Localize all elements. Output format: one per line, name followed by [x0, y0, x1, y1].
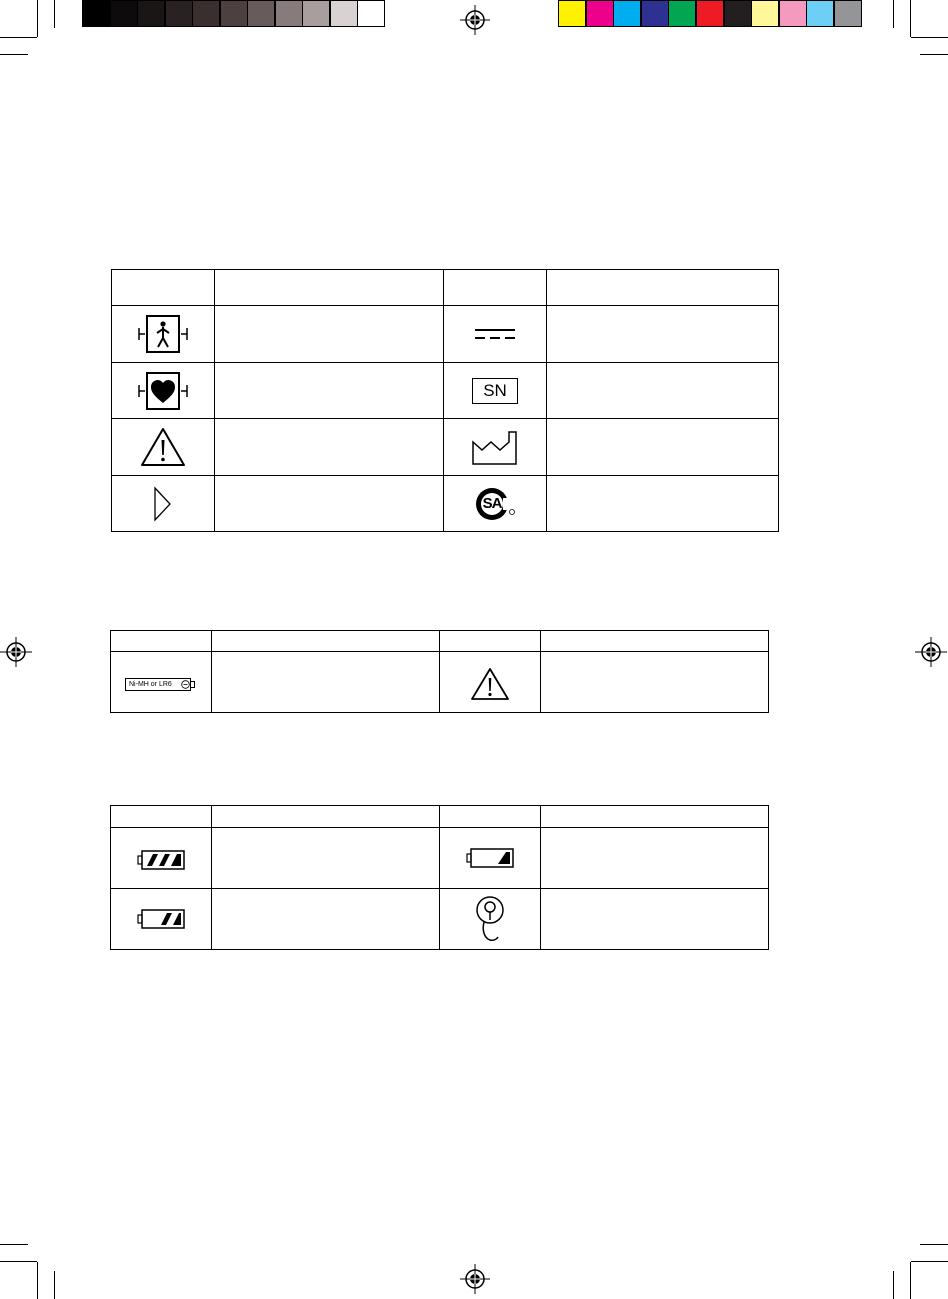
header-cell: [111, 806, 212, 828]
description-cell: [212, 828, 440, 889]
warning-triangle-icon: [140, 427, 186, 467]
table-row: [112, 306, 779, 363]
description-cell: [541, 652, 769, 713]
symbol-cell: [444, 419, 547, 476]
description-cell: [215, 363, 444, 419]
header-cell: [215, 270, 444, 306]
minus-circle-icon: [181, 680, 190, 689]
grayscale-swatch: [137, 0, 165, 27]
registration-mark-icon: [0, 637, 32, 667]
symbol-cell: [111, 889, 212, 950]
description-cell: [541, 828, 769, 889]
header-cell: [444, 270, 547, 306]
table-row: [112, 476, 779, 532]
grayscale-swatch: [82, 0, 110, 27]
grayscale-swatch: [165, 0, 193, 27]
csa-label: SA: [482, 494, 502, 512]
symbol-cell: [112, 476, 215, 532]
table-row: [111, 652, 769, 713]
registration-mark-icon: [460, 1264, 490, 1294]
process-swatch: [806, 0, 834, 27]
symbol-cell: [112, 306, 215, 363]
description-cell: [547, 363, 779, 419]
body-type-bf-icon: [135, 314, 191, 354]
process-swatch: [558, 0, 586, 27]
direct-current-icon: [473, 324, 517, 344]
battery-medium-icon: [137, 908, 185, 930]
symbol-cell: [444, 306, 547, 363]
header-cell: [547, 270, 779, 306]
table-row: [111, 828, 769, 889]
symbol-cell: [112, 363, 215, 419]
grayscale-swatch: [220, 0, 248, 27]
header-cell: [541, 631, 769, 652]
process-swatch: [668, 0, 696, 27]
grayscale-swatch: [110, 0, 138, 27]
symbols-table: [111, 269, 779, 532]
symbol-cell: [112, 419, 215, 476]
battery-full-icon: [137, 849, 185, 871]
table-row: [111, 889, 769, 950]
header-cell: [212, 806, 440, 828]
description-cell: [212, 652, 440, 713]
header-cell: [440, 806, 541, 828]
header-cell: [111, 631, 212, 652]
process-swatch: [586, 0, 614, 27]
defibrillator-proof-cf-icon: [135, 371, 191, 411]
battery-low-icon: [466, 847, 514, 869]
description-cell: [541, 889, 769, 950]
probe-icon: [470, 894, 510, 944]
registration-mark-icon: [915, 637, 947, 667]
battery-status-table: [110, 805, 769, 950]
grayscale-swatch: [275, 0, 303, 27]
description-cell: [547, 476, 779, 532]
table-header-row: [111, 631, 769, 652]
battery-type-icon: [125, 678, 197, 694]
arrow-triangle-icon: [152, 486, 174, 522]
manufacturer-icon: [471, 428, 519, 466]
header-cell: [541, 806, 769, 828]
table-row: [112, 363, 779, 419]
table-row: [112, 419, 779, 476]
registration-mark-icon: [460, 5, 490, 35]
description-cell: [547, 306, 779, 363]
header-cell: [112, 270, 215, 306]
process-swatch: [641, 0, 669, 27]
description-cell: [215, 419, 444, 476]
description-cell: [215, 476, 444, 532]
battery-type-label: Ni-MH or LR6: [129, 681, 172, 688]
description-cell: [215, 306, 444, 363]
table-header-row: [112, 270, 779, 306]
symbol-cell: [111, 828, 212, 889]
grayscale-swatch: [247, 0, 275, 27]
csa-mark-icon: [473, 485, 517, 523]
process-swatch: [779, 0, 807, 27]
description-cell: [212, 889, 440, 950]
grayscale-swatch: [192, 0, 220, 27]
grayscale-swatch: [357, 0, 385, 27]
header-cell: [212, 631, 440, 652]
grayscale-swatch: [302, 0, 330, 27]
process-swatch: [724, 0, 752, 27]
warning-triangle-icon: [470, 667, 510, 701]
serial-number-label: SN: [483, 380, 507, 400]
serial-number-icon: [472, 378, 518, 404]
header-cell: [440, 631, 541, 652]
symbol-cell: [444, 363, 547, 419]
battery-symbols-table: [110, 630, 769, 713]
process-swatch: [613, 0, 641, 27]
symbol-cell: [111, 652, 212, 713]
symbol-cell: [440, 828, 541, 889]
symbol-cell: [440, 652, 541, 713]
process-swatch: [696, 0, 724, 27]
symbol-cell: [444, 476, 547, 532]
symbol-cell: [440, 889, 541, 950]
description-cell: [547, 419, 779, 476]
grayscale-swatch: [330, 0, 358, 27]
process-swatch: [834, 0, 862, 27]
table-header-row: [111, 806, 769, 828]
process-swatch: [751, 0, 779, 27]
